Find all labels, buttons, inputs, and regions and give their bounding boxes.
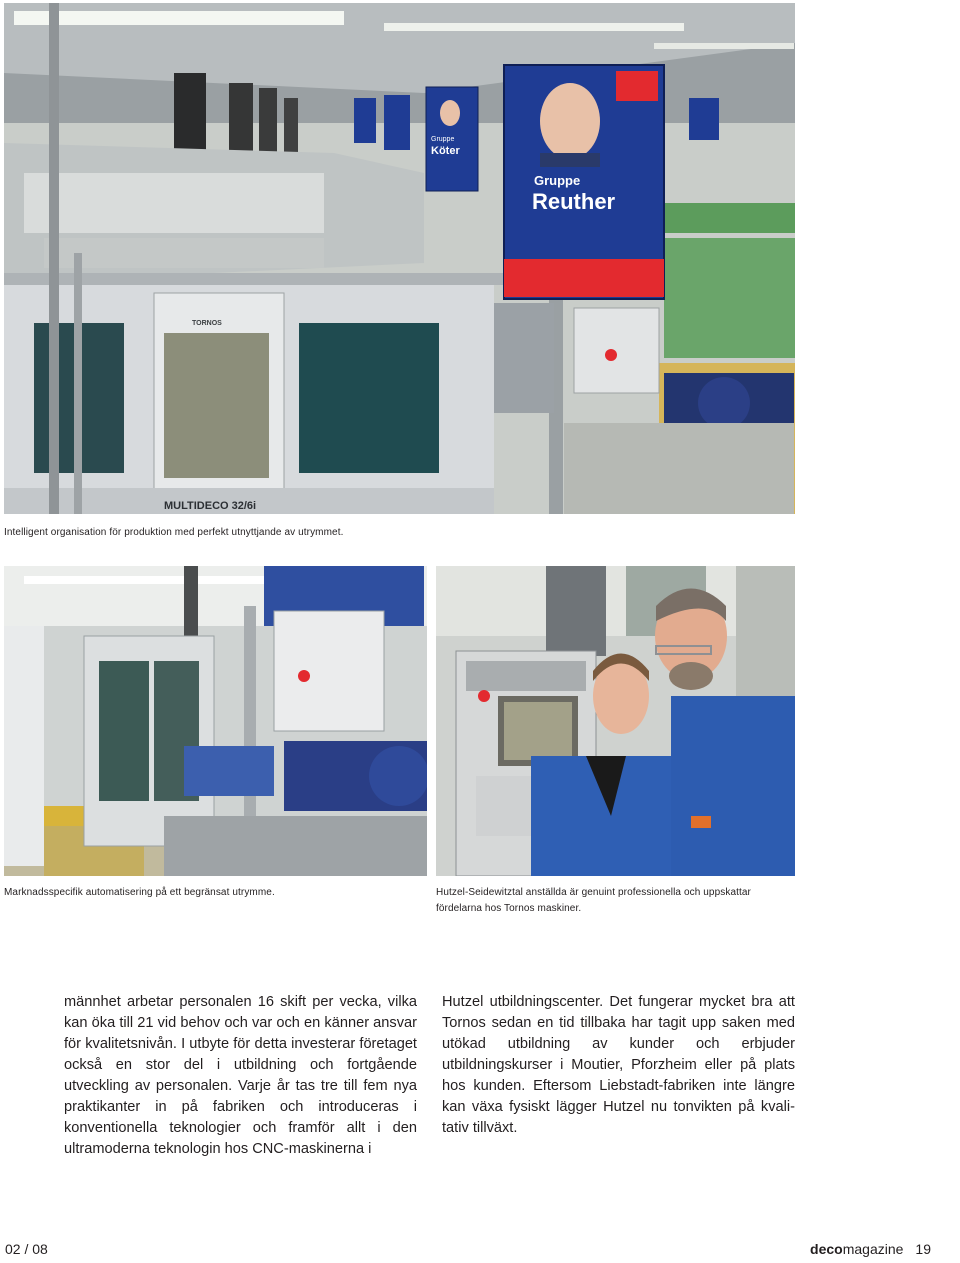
body-paragraph-left: männhet arbetar personalen 16 skift per vecka, vilka kan öka till 21 vid behov och var och en känner ansvar för kvalitetsnivån. I utbyte för detta investerar företaget också en stor del i utbildning och fortgående utveckling av personalen. Varje år tas tre till fem nya praktikanter in på fabriken och introduceras i konventionella teknologier och framför allt i den ultramoderna teknologin hos CNC-maskinerna i (64, 994, 417, 1157)
brand-deco: deco (810, 1241, 843, 1257)
photo-factory-hall (4, 3, 795, 514)
photo-employees (436, 566, 795, 876)
brand-magazine: magazine (842, 1241, 904, 1257)
photo-automation-machine (4, 566, 427, 876)
body-column-right (442, 992, 795, 1139)
caption-right-photo: Hutzel-Seidewitztal anställda är genuint professionella och uppskattar fördelarna hos Tornos maskiner. (436, 887, 751, 914)
body-paragraph-right: Hutzel utbildningscenter. Det fungerar mycket bra att Tornos sedan en tid tillbaka har tagit upp saken med utökad utbildning av kunder och erbjuder utbildningskurser i Moutier, Pforzheim eller på plats hos kunden. Eftersom Liebstadt-fabriken inte längre kan växa fysiskt lägger Hutzel nu tonvikten på kvalitativ tillväxt. (442, 994, 795, 1136)
caption-top-photo: Intelligent organisation för produktion med perfekt utnyttjande av utrymmet. (4, 527, 344, 538)
machine-brand-label: TORNOS (192, 320, 222, 327)
caption-left-photo: Marknadsspecifik automatisering på ett begränsat utrymme. (4, 887, 275, 898)
footer-issue-number: 02 / 08 (5, 1241, 48, 1257)
sign-koter-line2: Köter (431, 145, 460, 157)
machine-model-label: MULTIDECO 32/6i (164, 500, 257, 512)
sign-reuther-line1: Gruppe (534, 173, 581, 188)
body-column-left (64, 992, 417, 1160)
footer-brand (810, 1241, 931, 1257)
sign-reuther-line2: Reuther (532, 189, 616, 214)
page-number: 19 (915, 1241, 931, 1257)
sign-koter-line1: Gruppe (431, 136, 455, 143)
